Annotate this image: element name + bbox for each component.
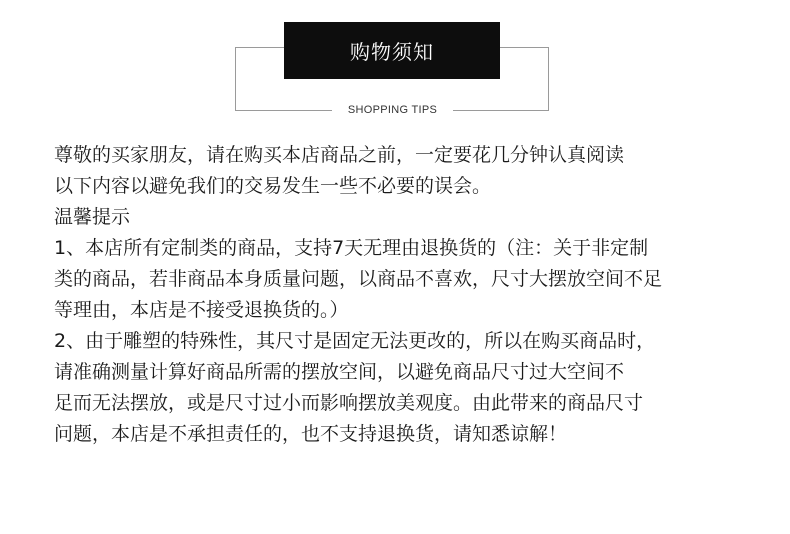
notice-line: 2、由于雕塑的特殊性，其尺寸是固定无法更改的，所以在购买商品时， bbox=[54, 330, 656, 352]
frame-divider-left bbox=[235, 110, 332, 111]
notice-line: 1、本店所有定制类的商品，支持7天无理由退换货的（注：关于非定制 bbox=[54, 237, 649, 259]
notice-heading: 温馨提示 bbox=[54, 206, 131, 228]
notice-line: 以下内容以避免我们的交易发生一些不必要的误会。 bbox=[54, 175, 492, 197]
notice-line: 请准确测量计算好商品所需的摆放空间，以避免商品尺寸过大空间不 bbox=[54, 361, 625, 383]
notice-line: 足而无法摆放，或是尺寸过小而影响摆放美观度。由此带来的商品尺寸 bbox=[54, 392, 644, 414]
notice-line: 类的商品，若非商品本身质量问题，以商品不喜欢，尺寸大摆放空间不足 bbox=[54, 268, 663, 290]
frame-divider-right bbox=[453, 110, 549, 111]
page-subtitle: SHOPPING TIPS bbox=[347, 104, 438, 116]
notice-line: 问题，本店是不承担责任的，也不支持退换货，请知悉谅解！ bbox=[54, 423, 568, 445]
notice-line: 尊敬的买家朋友，请在购买本店商品之前，一定要花几分钟认真阅读 bbox=[54, 144, 625, 166]
page-title: 购物须知 bbox=[284, 22, 500, 79]
notice-body bbox=[54, 140, 744, 450]
notice-line: 等理由，本店是不接受退换货的。） bbox=[54, 299, 349, 321]
